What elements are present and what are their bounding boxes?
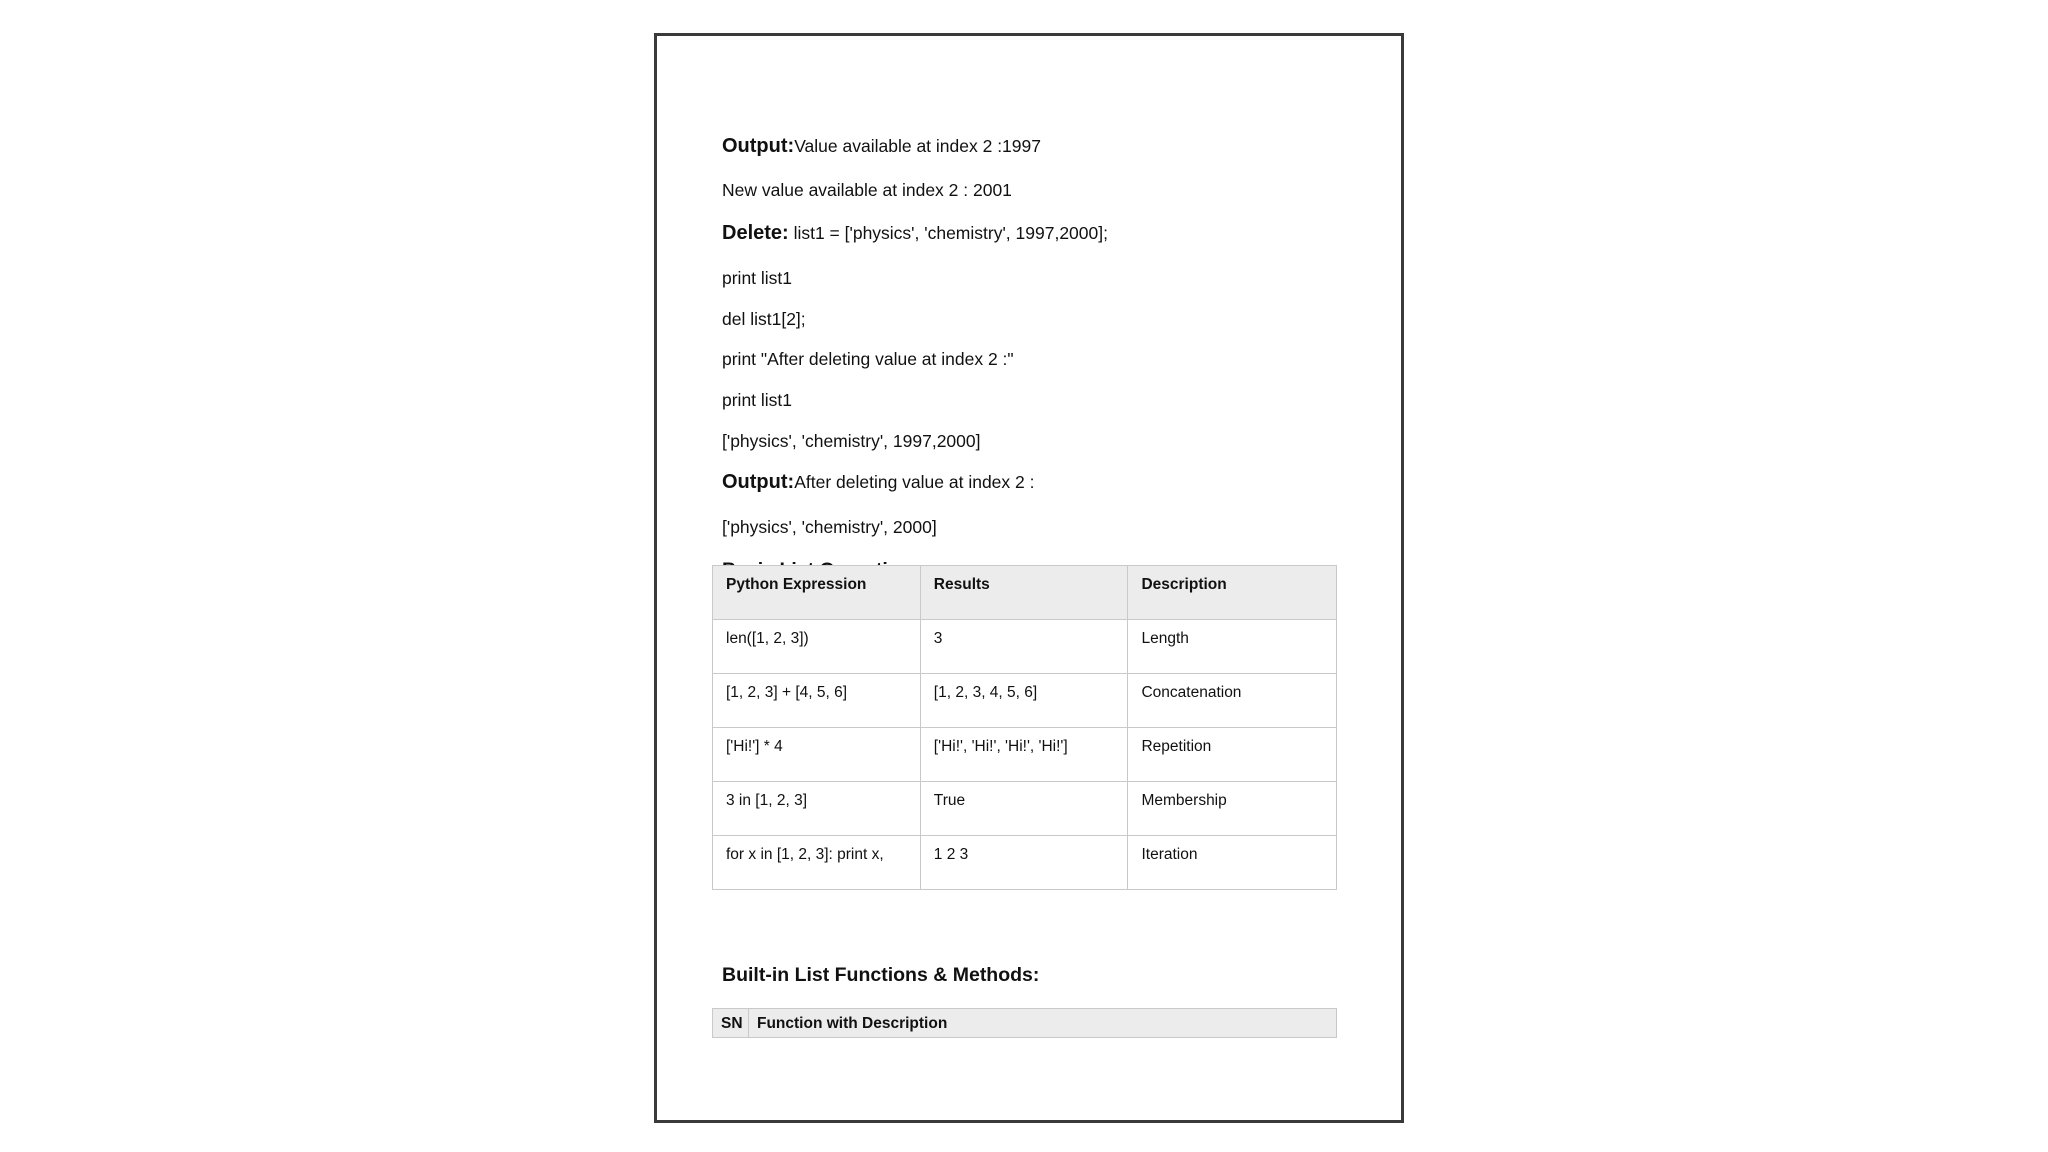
- table-row: [713, 728, 1337, 782]
- table-cell: Iteration: [1128, 836, 1337, 890]
- delete-text: list1 = ['physics', 'chemistry', 1997,2000];: [788, 223, 1108, 243]
- table-cell: 3 in [1, 2, 3]: [713, 782, 921, 836]
- line-text: ['physics', 'chemistry', 1997,2000]: [722, 431, 981, 451]
- column-header: Results: [920, 566, 1128, 620]
- line-text: print list1: [722, 268, 793, 288]
- table-cell: ['Hi!'] * 4: [713, 728, 921, 782]
- table-cell: len([1, 2, 3]): [713, 620, 921, 674]
- table-cell: Repetition: [1128, 728, 1337, 782]
- line-text: del list1[2];: [722, 309, 806, 329]
- table-cell: ['Hi!', 'Hi!', 'Hi!', 'Hi!']: [920, 728, 1128, 782]
- column-header: Description: [1128, 566, 1337, 620]
- code-line: [722, 389, 792, 411]
- table-header-row: [713, 1009, 1337, 1038]
- column-header: SN: [713, 1009, 749, 1038]
- table-row: [713, 620, 1337, 674]
- code-line: [722, 267, 792, 289]
- column-header: Function with Description: [749, 1009, 1337, 1038]
- table-row: [713, 782, 1337, 836]
- table-cell: True: [920, 782, 1128, 836]
- code-line: [722, 430, 980, 452]
- output-text: After deleting value at index 2 :: [794, 472, 1035, 492]
- text-line: [722, 516, 937, 538]
- text-line: [722, 179, 1012, 201]
- output-line-2: [722, 471, 1034, 493]
- table-header-row: [713, 566, 1337, 620]
- basic-ops-table: [712, 565, 1337, 890]
- builtins-table: [712, 1008, 1337, 1038]
- output-label: Output:: [722, 471, 795, 493]
- table-cell: Length: [1128, 620, 1337, 674]
- table-row: [713, 836, 1337, 890]
- table-cell: 3: [920, 620, 1128, 674]
- output-line-1: [722, 135, 1041, 157]
- table-cell: Membership: [1128, 782, 1337, 836]
- document-page: [654, 33, 1404, 1123]
- table-cell: [1, 2, 3, 4, 5, 6]: [920, 674, 1128, 728]
- builtins-heading: Built-in List Functions & Methods:: [722, 964, 1040, 986]
- delete-label: Delete:: [722, 222, 789, 244]
- output-label: Output:: [722, 135, 795, 157]
- line-text: ['physics', 'chemistry', 2000]: [722, 517, 937, 537]
- table-cell: 1 2 3: [920, 836, 1128, 890]
- delete-line: [722, 222, 1108, 244]
- code-line: [722, 308, 806, 330]
- table-cell: Concatenation: [1128, 674, 1337, 728]
- line-text: New value available at index 2 : 2001: [722, 180, 1012, 200]
- output-text: Value available at index 2 :1997: [794, 136, 1041, 156]
- line-text: print "After deleting value at index 2 :": [722, 349, 1014, 369]
- table-cell: for x in [1, 2, 3]: print x,: [713, 836, 921, 890]
- line-text: print list1: [722, 390, 793, 410]
- column-header: Python Expression: [713, 566, 921, 620]
- table-row: [713, 674, 1337, 728]
- code-line: [722, 348, 1014, 370]
- table-cell: [1, 2, 3] + [4, 5, 6]: [713, 674, 921, 728]
